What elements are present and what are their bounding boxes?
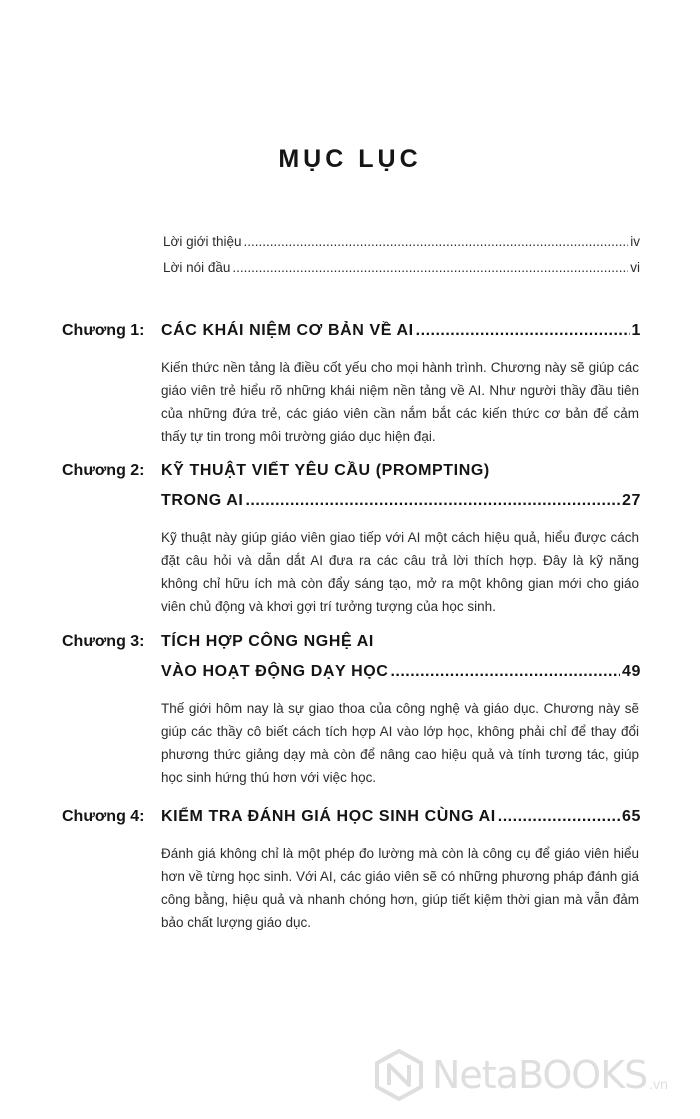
chapter-label: Chương 1: (62, 322, 145, 339)
chapter-title-line (161, 462, 641, 492)
chapter-title-line (161, 663, 641, 693)
netabooks-watermark (372, 1045, 692, 1105)
page-title: MỤC LỤC (278, 145, 422, 173)
chapter-title-line (161, 633, 641, 663)
chapter-title-continued: TRONG AI (161, 492, 244, 509)
dot-leader (232, 260, 628, 275)
toc-entry-introduction[interactable] (163, 234, 640, 260)
chapter-page-number: 27 (622, 492, 641, 509)
toc-entry-preface[interactable] (163, 260, 640, 286)
chapter-label: Chương 4: (62, 808, 145, 825)
toc-entry-page: vi (630, 260, 640, 275)
chapter-title-line (161, 492, 641, 522)
toc-entry-page: iv (630, 234, 640, 249)
chapter-label: Chương 3: (62, 633, 145, 650)
dot-leader (498, 808, 620, 826)
chapter-title-line (161, 322, 641, 352)
chapter-page-number: 1 (631, 322, 641, 339)
chapter-title: CÁC KHÁI NIỆM CƠ BẢN VỀ AI (161, 322, 414, 339)
toc-entry-label: Lời giới thiệu (163, 234, 242, 249)
chapter-description: Kiến thức nền tảng là điều cốt yếu cho mọi hành trình. Chương này sẽ giúp các giáo viên trẻ hiểu rõ những khái niệm nền tảng về AI. Như người thầy đầu tiên của những đứa trẻ, các giáo viên cần nắm bắt các kiến thức cơ bản để cảm thấy tự tin trong môi trường giáo dục hiện đại. (161, 360, 639, 444)
chapter-label: Chương 2: (62, 462, 145, 479)
chapter-title: KỸ THUẬT VIẾT YÊU CẦU (PROMPTING) (161, 462, 490, 479)
chapter-page-number: 65 (622, 808, 641, 825)
chapter-description: Đánh giá không chỉ là một phép đo lường mà còn là công cụ để giáo viên hiểu hơn về từng học sinh. Với AI, các giáo viên sẽ có những phương pháp đánh giá công bằng, hiệu quả và nhanh chóng hơn, giúp tiết kiệm thời gian mà vẫn đảm bảo chất lượng giáo dục. (161, 846, 639, 930)
chapter-description: Kỹ thuật này giúp giáo viên giao tiếp với AI một cách hiệu quả, hiểu được cách đặt câu hỏi và dẫn dắt AI đưa ra các câu trả lời thích hợp. Đây là kỹ năng không chỉ hữu ích mà còn đẩy sáng tạo, mở ra một không gian mới cho giáo viên chủ động và khơi gợi trí tưởng tượng của học sinh. (161, 530, 639, 614)
chapter-page-number: 49 (622, 663, 641, 680)
watermark-brand: NetaBOOKS (432, 1053, 648, 1097)
dot-leader (244, 234, 629, 249)
chapter-title-continued: VÀO HOẠT ĐỘNG DẠY HỌC (161, 663, 389, 680)
chapter-description: Thế giới hôm nay là sự giao thoa của công nghệ và giáo dục. Chương này sẽ giúp các thầy cô biết cách tích hợp AI vào lớp học, không phải chỉ để thay đổi phương thức giảng dạy mà còn để nâng cao hiệu quả và tính tương tác, giúp học sinh hứng thú hơn với việc học. (161, 701, 639, 785)
toc-entry-label: Lời nói đầu (163, 260, 231, 275)
front-matter-list (163, 234, 640, 286)
chapter-title-line (161, 808, 641, 838)
dot-leader (390, 663, 620, 681)
chapter-title: TÍCH HỢP CÔNG NGHỆ AI (161, 633, 374, 650)
chapter-title: KIỂM TRA ĐÁNH GIÁ HỌC SINH CÙNG AI (161, 808, 496, 825)
dot-leader (245, 492, 620, 510)
netabooks-logo-icon (372, 1048, 426, 1102)
watermark-domain: .vn (649, 1076, 668, 1092)
dot-leader (416, 322, 630, 340)
